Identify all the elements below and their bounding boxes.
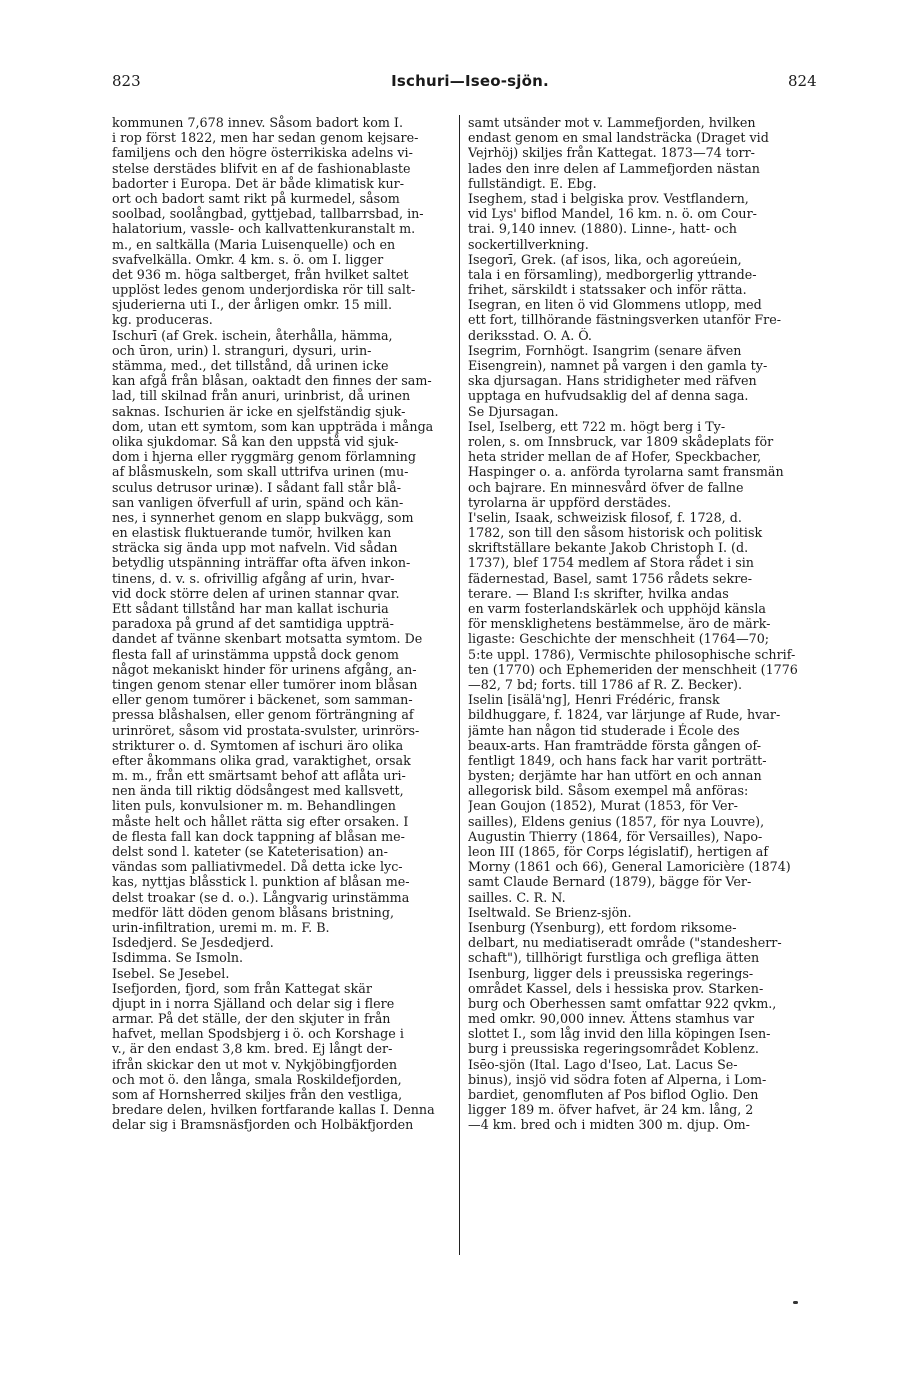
text-line: burg i preussiska regeringsområdet Koblenz. [468,1041,759,1057]
text-line: ifrån skickar den ut mot v. Nykjöbingfjorden [112,1056,398,1072]
text-line: deriksstad. O. A. Ö. [468,327,592,343]
text-line: heta strider mellan de af Hofer, Speckbacher, [468,449,762,465]
text-line: tinens, d. v. s. ofrivillig afgång af urin, hvar- [112,570,395,586]
text-line: kas, nyttjas blåsstick l. punktion af blåsan me- [112,874,410,890]
text-line: saknas. Ischurien är icke en sjelfständig sjuk- [112,403,406,419]
text-line: upplöst ledes genom underjordiska rör till salt- [112,282,416,298]
text-line: kan afgå från blåsan, oaktadt den finnes der sam- [112,373,432,389]
ink-speck [793,1301,798,1304]
text-line: olika sjukdomar. Så kan den uppstå vid sjuk- [112,433,399,449]
text-line: skriftställare bekante Jakob Christoph I. (d. [468,540,749,556]
text-line: ska djursagan. Hans stridigheter med räfven [468,373,757,389]
text-line: schaft"), tillhörigt furstliga och grefliga ätten [468,950,760,966]
text-line: delst sond l. kateter (se Kateterisation) an- [112,844,388,859]
text-line: Iselin [isälä'ng], Henri Frédéric, fransk [468,692,720,708]
text-line: svafvelkälla. Omkr. 4 km. s. ö. om I. ligger [112,251,384,267]
text-line: bredare delen, hvilken fortfarande kallas I. Denna [112,1102,435,1118]
text-line: allegorisk bild. Såsom exempel må anföras: [468,783,749,799]
text-line: sträcka sig ända upp mot nafveln. Vid sådan [112,540,398,556]
text-line: sjuderierna uti I., der årligen omkr. 15 mill. [112,297,392,313]
text-line: Ett sådant tillstånd har man kallat ischuria [112,601,389,616]
text-line: delbart, nu mediatiseradt område ("standesherr- [468,935,782,951]
text-line: stämma, med., det tillstånd, då urinen icke [112,358,389,373]
text-line: pressa blåshalsen, eller genom förträngning af [112,707,414,723]
text-line: en elastisk fluktuerande tumör, hvilken kan [112,525,392,541]
text-line: ett fort, tillhörande fästningsverken utanför Fre- [468,312,781,328]
text-line: binus), insjö vid södra foten af Alperna, i Lom- [468,1071,767,1087]
text-line: efter åkommans olika grad, varaktighet, orsak [112,752,411,768]
text-line: lad, till skilnad från anuri, urinbrist, då urinen [112,388,411,404]
text-line: soolbad, soolångbad, gyttjebad, tallbarrsbad, in- [112,206,424,222]
text-line: bildhuggare, f. 1824, var lärjunge af Rude, hvar- [468,707,781,723]
text-line: Eisengrein), namnet på vargen i den gamla ty- [468,358,768,373]
text-line: kg. produceras. [112,312,213,328]
text-line: af blåsmuskeln, som skall uttrifva urinen (mu- [112,464,409,480]
text-line: trai. 9,140 innev. (1880). Linne-, hatt- och [468,221,737,237]
text-line: sailles), Eldens genius (1857, för nya Louvre), [468,813,765,829]
text-line: Isenburg (Ysenburg), ett fordom riksome- [468,919,737,935]
text-line: leon III (1865, för Corps législatif), hertigen af [468,844,769,859]
text-line: för mensklighetens bestämmelse, äro de märk- [468,616,771,632]
text-line: ligaste: Geschichte der menschheit (1764—70; [468,631,770,647]
text-line: familjens och den högre österrikiska adelns vi- [112,145,413,161]
page-header [0,72,904,94]
text-line: Augustin Thierry (1864, för Versailles), Napo- [468,828,763,844]
text-line: Se Djursagan. [468,403,559,419]
text-line: måste helt och hållet rätta sig efter orsaken. I [112,813,409,829]
text-line: samt utsänder mot v. Lammefjorden, hvilken [468,115,756,130]
text-line: en varm fosterlandskärlek och upphöjd känsla [468,601,766,616]
text-line: delst troakar (se d. o.). Långvarig urinstämma [112,889,410,905]
text-line: ten (1770) och Ephemeriden der menschheit (1776 [468,661,798,677]
text-line: området Kassel, dels i hessiska prov. Starken- [468,980,764,996]
text-line: djupt in i norra Själland och delar sig i flere [112,995,395,1011]
text-line: ligger 189 m. öfver hafvet, är 24 km. lång, 2 [468,1102,754,1118]
text-line: I'selin, Isaak, schweizisk filosof, f. 1728, d. [468,509,742,525]
text-line: Isēo-sjön (Ital. Lago d'Iseo, Lat. Lacus Se- [468,1056,738,1072]
text-line: Ischurī (af Grek. ischein, återhålla, hämma, [112,327,393,343]
text-line: ort och badort samt rikt på kurmedel, såsom [112,190,400,206]
text-line: armar. På det ställe, der den skjuter in från [112,1011,391,1027]
text-line: paradoxa på grund af det samtidiga uppträ- [112,616,394,632]
text-line: m. m., från ett smärtsamt behof att aflåta uri- [112,768,406,784]
text-line: halatorium, vassle- och kallvattenkuranstalt m. [112,221,416,237]
text-line: strikturer o. d. Symtomen af ischuri äro olika [112,737,404,753]
text-line: Vejrhöj) skiljes från Kattegat. 1873—74 torr- [468,145,755,161]
text-line: Jean Goujon (1852), Murat (1853, för Ver- [468,798,738,814]
text-line: fentligt 1849, och hans fack har varit porträtt- [468,752,767,768]
text-line: och ūron, urin) l. stranguri, dysuri, urin- [112,342,372,358]
text-line: sailles. C. R. N. [468,889,566,905]
text-line: Iseghem, stad i belgiska prov. Vestflandern, [468,190,749,206]
text-line: beaux-arts. Han framträdde första gången of- [468,737,762,753]
text-line: Isel, Iselberg, ett 722 m. högt berg i Ty- [468,418,726,434]
text-line: dom i hjerna eller ryggmärg genom förlamning [112,449,416,465]
text-line: urinröret, såsom vid prostata-svulster, urinrörs- [112,722,420,738]
text-line: de flesta fall kan dock tappning af blåsan me- [112,828,405,844]
text-line: urin-infiltration, uremi m. m. F. B. [112,919,330,935]
text-line: v., är den endast 3,8 km. bred. Ej långt der- [112,1041,393,1057]
page-number-left: 823 [112,72,141,90]
text-line: med omkr. 90,000 innev. Ättens stamhus var [468,1011,755,1027]
text-line: betydlig utspänning inträffar ofta äfven inkon- [112,555,411,571]
text-line: och mot ö. den långa, smala Roskildefjorden, [112,1071,402,1087]
text-line: hafvet, mellan Spodsbjerg i ö. och Korshage i [112,1026,404,1042]
text-line: flesta fall af urinstämma uppstå dock genom [112,646,399,662]
text-line: delar sig i Bramsnäsfjorden och Holbäkfjorden [112,1117,414,1133]
text-line: Isenburg, ligger dels i preussiska regerings- [468,965,754,981]
text-line: —4 km. bred och i midten 300 m. djup. Om- [468,1117,750,1133]
text-line: tala i en församling), medborgerlig yttrande- [468,266,757,282]
text-line: upptaga en hufvudsaklig del af denna saga. [468,388,749,404]
text-line: frihet, särskildt i statssaker och inför rätta. [468,282,747,298]
text-line: Isdedjerd. Se Jesdedjerd. [112,935,274,951]
text-line: eller genom tumörer i bäckenet, som samman- [112,692,413,708]
left-column [112,115,456,1133]
text-line: medför lätt döden genom blåsans bristning, [112,904,394,920]
page-title: Ischuri—Iseo-sjön. [391,72,549,90]
text-line: m., en saltkälla (Maria Luisenquelle) och en [112,236,396,252]
right-column [468,115,824,1133]
text-line: fullständigt. E. Ebg. [468,175,597,191]
text-line: vid dock större delen af urinen stannar qvar. [112,585,400,601]
text-line: Isegrim, Fornhögt. Isangrim (senare äfven [468,342,742,358]
text-line: nes, i synnerhet genom en slapp bukvägg, som [112,509,414,525]
text-line: dandet af tvänne skenbart motsatta symtom. De [112,631,423,647]
text-line: Isebel. Se Jesebel. [112,965,230,981]
text-line: liten puls, konvulsioner m. m. Behandlingen [112,798,396,814]
text-line: kommunen 7,678 innev. Såsom badort kom I. [112,115,403,130]
text-line: bysten; derjämte har han utfört en och annan [468,768,762,784]
text-line: som af Hornsherred skiljes från den vestliga, [112,1087,403,1102]
text-line: stelse derstädes blifvit en af de fashionablaste [112,160,411,176]
text-line: Isegorī, Grek. (af isos, lika, och agoreúein, [468,251,742,267]
text-line: något mekaniskt hinder för urinens afgång, an- [112,661,417,677]
text-line: Iseltwald. Se Brienz-sjön. [468,904,632,920]
text-line: Isegran, en liten ö vid Glommens utlopp, med [468,297,762,313]
text-line: fädernestad, Basel, samt 1756 rådets sekre- [468,570,753,586]
text-line: nen ända till riktig dödsångest med kallsvett, [112,783,404,799]
text-line: sculus detrusor urinæ). I sådant fall står blå- [112,479,401,495]
text-line: samt Claude Bernard (1879), bägge för Ver- [468,874,752,890]
text-line: san vanligen öfverfull af urin, spänd och kän- [112,494,404,510]
text-line: terare. — Bland I:s skrifter, hvilka andas [468,585,729,601]
text-line: slottet I., som låg invid den lilla köpingen Isen- [468,1026,771,1042]
text-line: Morny (1861 och 66), General Lamoricière (1874) [468,859,791,875]
text-line: badorter i Europa. Det är både klimatisk kur- [112,175,405,191]
text-line: vid Lys' biflod Mandel, 16 km. n. ö. om Cour- [468,206,757,222]
text-line: Haspinger o. a. anförda tyrolarna samt fransmän [468,464,784,480]
text-line: burg och Oberhessen samt omfattar 922 qvkm., [468,995,777,1011]
text-line: Isdimma. Se Ismoln. [112,950,244,966]
page-number-right: 824 [788,72,817,90]
text-line: tyrolarna är uppförd derstädes. [468,494,672,510]
text-line: lades den inre delen af Lammefjorden nästan [468,160,760,176]
text-line: 5:te uppl. 1786), Vermischte philosophische schrif- [468,646,796,662]
text-line: och bajrare. En minnesvård öfver de fallne [468,479,744,495]
text-line: jämte han någon tid studerade i École des [468,722,740,738]
text-line: dom, utan ett symtom, som kan uppträda i många [112,418,434,434]
text-line: endast genom en smal landsträcka (Draget vid [468,130,769,146]
text-line: bardiet, genomfluten af Pos biflod Oglio. Den [468,1087,759,1102]
text-line: det 936 m. höga saltberget, från hvilket saltet [112,266,409,282]
text-line: —82, 7 bd; forts. till 1786 af R. Z. Becker). [468,676,743,692]
text-line: sockertillverkning. [468,236,589,252]
text-line: 1782, son till den såsom historisk och politisk [468,525,763,541]
text-line: rolen, s. om Innsbruck, var 1809 skådeplats för [468,433,774,449]
text-line: tingen genom stenar eller tumörer inom blåsan [112,676,418,692]
text-line: vändas som palliativmedel. Då detta icke lyc- [112,859,403,875]
column-divider [459,115,460,1255]
text-line: 1737), blef 1754 medlem af Stora rådet i sin [468,555,754,571]
text-line: Isefjorden, fjord, som från Kattegat skär [112,980,372,996]
text-line: i rop först 1822, men har sedan genom kejsare- [112,130,419,146]
